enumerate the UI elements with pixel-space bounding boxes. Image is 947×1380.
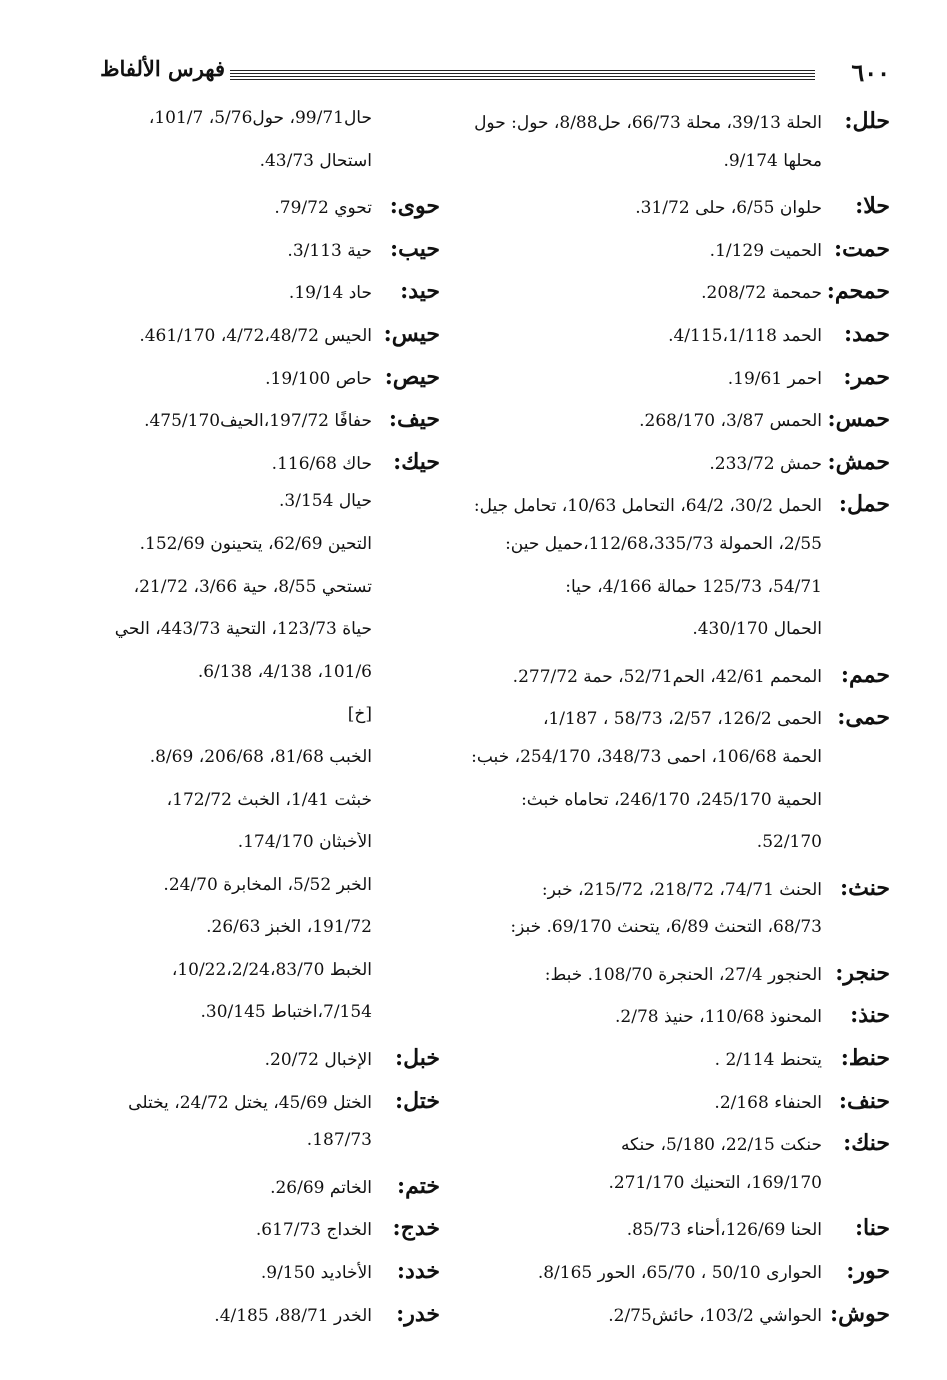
right-column-entry	[470, 236, 890, 279]
entry-root-word: حلا:	[855, 193, 890, 220]
entry-root-word: حلل:	[844, 108, 890, 134]
entry-references: حفافًا 197/72،الحيف475/170.	[144, 411, 372, 432]
entry-references: الخبط 10/22،2/24،83/70،	[171, 959, 372, 980]
right-column-entry	[470, 534, 890, 577]
entry-references: احمر 19/61.	[727, 368, 822, 389]
entry-references: حاد 19/14.	[288, 283, 372, 304]
entry-references: استحال 43/73.	[259, 150, 372, 171]
right-column-entry	[470, 790, 890, 833]
right-column-entry	[470, 1258, 890, 1301]
right-column-entry	[470, 193, 890, 236]
left-column-entry	[20, 364, 440, 407]
right-column-entry	[470, 832, 890, 875]
right-column-entry	[470, 960, 890, 1003]
right-column-entry	[470, 108, 890, 151]
entry-references: حال99/71، حول5/76، 101/7،	[148, 108, 372, 128]
right-column-entry	[470, 406, 890, 449]
right-column-entry	[470, 449, 890, 492]
left-column-entry	[20, 1301, 440, 1344]
left-column-entry	[20, 577, 440, 620]
entry-references: حلوان 6/55، حلى 31/72.	[635, 198, 822, 219]
entry-root-word: حمر:	[843, 363, 890, 390]
entry-root-word: حمش:	[827, 448, 890, 475]
entry-references: الحمل 30/2، 64/2، التحامل 10/63، تحامل جيل:	[473, 496, 822, 517]
entry-root-word: حمحم:	[826, 278, 890, 305]
left-column-entry	[20, 193, 440, 236]
entry-references: الحنجور 27/4، الحنجرة 108/70. خبط:	[544, 964, 822, 985]
entry-references: الخاتم 26/69.	[270, 1177, 372, 1198]
entry-references: الحوارى 50/10 ، 65/70، الحور 8/165.	[537, 1263, 822, 1284]
entry-root-word: حنط:	[840, 1045, 890, 1072]
right-column-entry	[470, 1002, 890, 1045]
entry-references: الحمد 4/115،1/118.	[668, 325, 822, 346]
entry-references: حيال 3/154.	[279, 491, 372, 512]
entry-root-word: حنف:	[838, 1087, 890, 1114]
right-column-entry	[470, 364, 890, 407]
entry-references: حية 3/113.	[287, 240, 372, 261]
entry-references: 54/71، 125/73 حمالة 4/166، حيا:	[565, 576, 822, 597]
left-column-entry	[20, 875, 440, 918]
entry-root-word: حمس:	[827, 406, 890, 433]
entry-references: 101/6، 4/138، 6/138.	[197, 661, 372, 682]
entry-references: محلها 9/174.	[723, 150, 822, 171]
entry-references: الحمال 430/170.	[692, 619, 822, 640]
entry-references: حاك 116/68.	[271, 453, 372, 474]
entry-root-word: حور:	[846, 1258, 890, 1285]
left-column-entry	[20, 960, 440, 1003]
entry-references: الحمس 3/87، 268/170.	[639, 411, 822, 432]
right-column-entry	[470, 1088, 890, 1131]
left-column-entry	[20, 491, 440, 534]
left-column-entry	[20, 1215, 440, 1258]
entry-references: المحنوذ 110/68، حنيذ 2/78.	[615, 1007, 822, 1028]
right-column-entry	[470, 1301, 890, 1344]
entry-references: الحمية 245/170، 246/170، تحاماه خبث:	[521, 789, 822, 810]
entry-references: حمش 233/72.	[709, 453, 822, 474]
left-column-entry	[20, 1173, 440, 1216]
entry-references: الحواشي 103/2، حائش2/75.	[608, 1305, 822, 1326]
right-column-entry	[470, 917, 890, 960]
entry-root-word: خبل:	[394, 1045, 440, 1072]
entry-root-word: حمد:	[844, 320, 890, 347]
right-column-entry	[470, 1045, 890, 1088]
entry-references: الخدر 88/71، 4/185.	[214, 1305, 372, 1326]
left-column-entry	[20, 832, 440, 875]
entry-references: 191/72، الخبز 26/63.	[206, 917, 372, 938]
right-column-entry	[470, 1130, 890, 1173]
left-column-entry	[20, 790, 440, 833]
entry-references: الحمة 106/68، احمى 348/73، 254/170، خبب:	[471, 746, 822, 767]
entry-root-word: حنث:	[840, 874, 890, 901]
right-column-entry	[470, 1173, 890, 1216]
page-title: فهرس الألفاظ	[100, 56, 225, 81]
entry-references: المحمم 42/61، الحم52/71، حمة 277/72.	[512, 666, 822, 687]
right-column-entry	[470, 662, 890, 705]
entry-references: الأخبثان 174/170.	[237, 832, 372, 853]
right-column-entry	[470, 577, 890, 620]
entry-root-word: خدر:	[396, 1300, 440, 1327]
entry-root-word: ختل:	[394, 1087, 440, 1114]
entry-root-word: حنا:	[854, 1215, 890, 1242]
entry-references: يتحنط 2/114 .	[714, 1050, 822, 1071]
entry-root-word: حيب:	[390, 235, 440, 262]
entry-root-word: حيف:	[388, 406, 440, 433]
entry-root-word: حمل:	[838, 491, 890, 518]
entry-references: 7/154،اختباط 30/145.	[200, 1002, 372, 1023]
right-column-entry	[470, 1215, 890, 1258]
entry-references: الخبب 81/68، 206/68، 8/69.	[149, 746, 372, 767]
left-column-entry	[20, 1088, 440, 1131]
right-column	[470, 108, 890, 1343]
entry-references: الإخبال 20/72.	[264, 1050, 372, 1071]
entry-root-word: حيد:	[400, 278, 440, 305]
left-column-entry	[20, 534, 440, 577]
entry-root-word: حوش:	[830, 1300, 890, 1327]
entry-references: [خ]	[347, 704, 372, 725]
entry-root-word: حنك:	[843, 1130, 890, 1157]
entry-references: خبثت 1/41، الخبث 172/72،	[166, 789, 372, 810]
entry-references: 187/73.	[306, 1130, 372, 1151]
entry-root-word: خدج:	[392, 1215, 440, 1242]
left-column	[20, 108, 440, 1343]
entry-root-word: حنجر:	[835, 959, 890, 986]
left-column-entry	[20, 662, 440, 705]
left-column-entry	[20, 406, 440, 449]
page-number: ٦٠٠	[851, 58, 890, 87]
entry-references: حاص 19/100.	[265, 368, 372, 389]
left-column-entry	[20, 1002, 440, 1045]
right-column-entry	[470, 278, 890, 321]
right-column-entry	[470, 491, 890, 534]
entry-references: 52/170.	[756, 832, 822, 853]
left-column-entry	[20, 704, 440, 747]
entry-root-word: خدد:	[396, 1258, 440, 1285]
left-column-entry	[20, 108, 440, 151]
entry-references: الحلة 39/13، محلة 66/73، حل8/88، حول: حول	[474, 113, 822, 133]
entry-references: الحنا 126/69،أحناء 85/73.	[626, 1220, 822, 1241]
entry-references: الخبر 5/52، المخابرة 24/70.	[163, 874, 372, 895]
entry-references: تستحي 8/55، حية 3/66، 21/72،	[133, 576, 372, 597]
entry-references: الختل 45/69، يختل 24/72، يختلى	[128, 1092, 372, 1113]
left-column-entry	[20, 619, 440, 662]
entry-references: حياة 123/73، التحية 443/73، الحي	[114, 619, 372, 640]
left-column-entry	[20, 278, 440, 321]
right-column-entry	[470, 704, 890, 747]
entry-references: التحين 62/69، يتحينون 152/69.	[139, 533, 372, 554]
right-column-entry	[470, 619, 890, 662]
entry-references: حمحمة 208/72.	[701, 283, 822, 304]
left-column-entry	[20, 1130, 440, 1173]
entry-root-word: حمى:	[837, 704, 890, 731]
right-column-entry	[470, 321, 890, 364]
left-column-entry	[20, 321, 440, 364]
left-column-entry	[20, 1045, 440, 1088]
entry-references: 2/55، الحمولة 112/68،335/73،حميل حين:	[505, 533, 822, 554]
right-column-entry	[470, 747, 890, 790]
left-column-entry	[20, 747, 440, 790]
entry-root-word: ختم:	[396, 1172, 440, 1199]
entry-root-word: حيس:	[383, 320, 440, 347]
entry-root-word: حمت:	[833, 235, 890, 262]
entry-references: الحميت 1/129.	[709, 240, 822, 261]
right-column-entry	[470, 875, 890, 918]
entry-root-word: حيص:	[384, 363, 440, 390]
entry-references: الحنفاء 2/168.	[714, 1092, 822, 1113]
entry-root-word: حيك:	[393, 448, 440, 475]
left-column-entry	[20, 449, 440, 492]
entry-references: تحوي 79/72.	[274, 198, 372, 219]
entry-references: حنكت 22/15، 5/180، حنكه	[620, 1135, 822, 1156]
left-column-entry	[20, 236, 440, 279]
left-column-entry	[20, 151, 440, 194]
header-rule	[230, 68, 815, 80]
entry-references: الخداج 617/73.	[255, 1220, 372, 1241]
entry-references: الحنث 74/71، 218/72، 215/72، خبر:	[541, 879, 822, 900]
right-column-entry	[470, 151, 890, 194]
entry-references: الأخاديد 9/150.	[260, 1263, 372, 1284]
entry-references: الحمى 126/2، 2/57، 58/73 ، 1/187،	[542, 709, 822, 730]
entry-root-word: حنذ:	[850, 1002, 890, 1029]
entry-references: الحيس 4/72،48/72، 461/170.	[139, 325, 372, 346]
entry-references: 68/73، التحنث 6/89، يتحنث 69/170. خبز:	[510, 917, 822, 938]
entry-root-word: حمم:	[840, 661, 890, 688]
left-column-entry	[20, 917, 440, 960]
entry-references: 169/170، التحنيك 271/170.	[608, 1172, 822, 1193]
entry-root-word: حوى:	[389, 193, 440, 220]
left-column-entry	[20, 1258, 440, 1301]
